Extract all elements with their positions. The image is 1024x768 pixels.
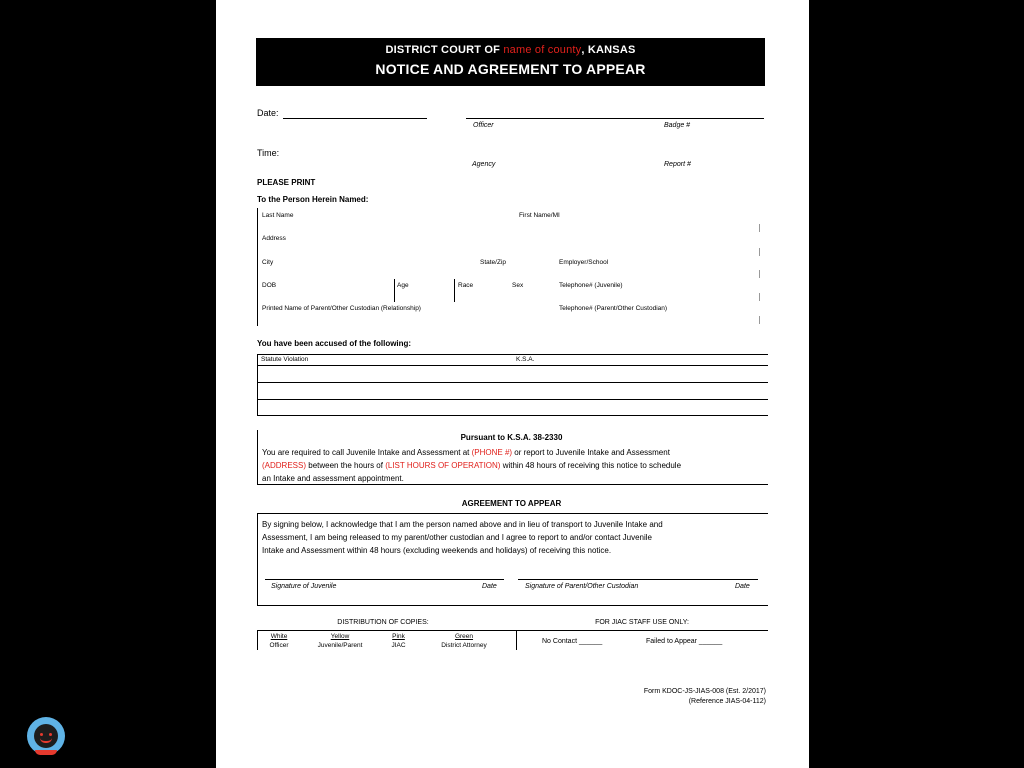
time-label: Time: [257, 148, 280, 158]
pursuant-text: You are required to call Juvenile Intake and Assessment at (PHONE #) or report to Juvenile Intake and Assessment (ADDRESS) between the hours of (LIST HOURS OF OPERATION) within 48 hours of receiving this notice to schedule an Intake and assessment appointment. [262, 448, 682, 483]
report-label: Report # [664, 161, 691, 168]
ksa-header: K.S.A. [516, 356, 535, 363]
no-contact-field[interactable]: No Contact ______ [542, 638, 603, 645]
state-zip-field[interactable]: State/Zip [480, 259, 507, 266]
document-page [216, 0, 809, 768]
juvenile-signature-line[interactable] [265, 579, 504, 580]
agreement-text: By signing below, I acknowledge that I am the person named above and in lieu of transport to Juvenile Intake and Assessment, I am being released to my parent/other custodian and I agree to report to and/or contact Juvenile Intake and Assessment within 48 hours (excluding weekends and holidays) of receiving this notice. [262, 520, 663, 555]
person-block-border [257, 208, 258, 326]
sex-field[interactable]: Sex [512, 282, 524, 289]
phone-placeholder: (PHONE #) [471, 448, 513, 457]
badge-label: Badge # [664, 122, 691, 129]
sig-juvenile-label: Signature of Juvenile [271, 583, 337, 590]
date-label-1: Date [482, 583, 497, 590]
parent-name-field[interactable]: Printed Name of Parent/Other Custodian (Relationship) [262, 305, 421, 312]
accused-table [257, 354, 768, 416]
copy-recipient-da: District Attorney [441, 642, 487, 649]
city-field[interactable]: City [262, 259, 274, 266]
copy-recipient-juvenile: Juvenile/Parent [317, 642, 363, 649]
last-name-field[interactable]: Last Name [262, 212, 294, 219]
copy-color-white: White [270, 633, 288, 640]
officer-field[interactable] [466, 118, 764, 119]
person-heading: To the Person Herein Named: [257, 195, 369, 204]
app-logo-icon [27, 717, 65, 755]
pursuant-heading: Pursuant to K.S.A. 38-2330 [460, 433, 563, 442]
address-field[interactable]: Address [262, 235, 286, 242]
distribution-heading: DISTRIBUTION OF COPIES: [337, 619, 429, 626]
form-title: NOTICE AND AGREEMENT TO APPEAR [375, 61, 646, 77]
copy-color-pink: Pink [392, 633, 405, 640]
court-line: DISTRICT COURT OF name of county, KANSAS [385, 44, 636, 56]
county-placeholder: name of county [503, 44, 582, 56]
form-header [256, 38, 765, 86]
sig-parent-label: Signature of Parent/Other Custodian [525, 583, 639, 590]
date-label-2: Date [735, 583, 750, 590]
age-field[interactable]: Age [397, 282, 409, 289]
accused-row-1[interactable] [257, 382, 768, 383]
copy-recipient-officer: Officer [269, 642, 289, 649]
agency-label: Agency [472, 161, 496, 168]
accused-heading: You have been accused of the following: [257, 339, 412, 348]
officer-label: Officer [473, 122, 494, 129]
copy-recipient-jiac: JIAC [391, 642, 406, 649]
failed-to-appear-field[interactable]: Failed to Appear ______ [646, 638, 723, 645]
employer-field[interactable]: Employer/School [559, 259, 609, 266]
first-name-field[interactable]: First Name/MI [519, 212, 560, 219]
date-field[interactable] [283, 118, 427, 119]
copy-color-yellow: Yellow [330, 633, 350, 640]
please-print: PLEASE PRINT [257, 178, 316, 187]
address-placeholder: (ADDRESS) [262, 461, 307, 470]
race-field[interactable]: Race [458, 282, 474, 289]
hours-placeholder: (LIST HOURS OF OPERATION) [385, 461, 501, 470]
staff-heading: FOR JIAC STAFF USE ONLY: [595, 619, 689, 626]
parent-signature-line[interactable] [518, 579, 758, 580]
accused-row-2[interactable] [257, 399, 768, 400]
statute-violation-header: Statute Violation [261, 356, 309, 363]
copy-color-green: Green [454, 633, 474, 640]
form-number: Form KDOC-JS-JIAS-008 (Est. 2/2017) [643, 688, 766, 695]
dob-divider [394, 279, 395, 302]
dob-field[interactable]: DOB [262, 282, 277, 289]
date-label: Date: [257, 108, 279, 118]
age-divider [454, 279, 455, 302]
form-reference: (Reference JIAS-04-112) [688, 698, 766, 705]
tel-juvenile-field[interactable]: Telephone# (Juvenile) [559, 282, 623, 289]
agreement-heading: AGREEMENT TO APPEAR [461, 499, 562, 508]
tel-parent-field[interactable]: Telephone# (Parent/Other Custodian) [559, 305, 668, 312]
